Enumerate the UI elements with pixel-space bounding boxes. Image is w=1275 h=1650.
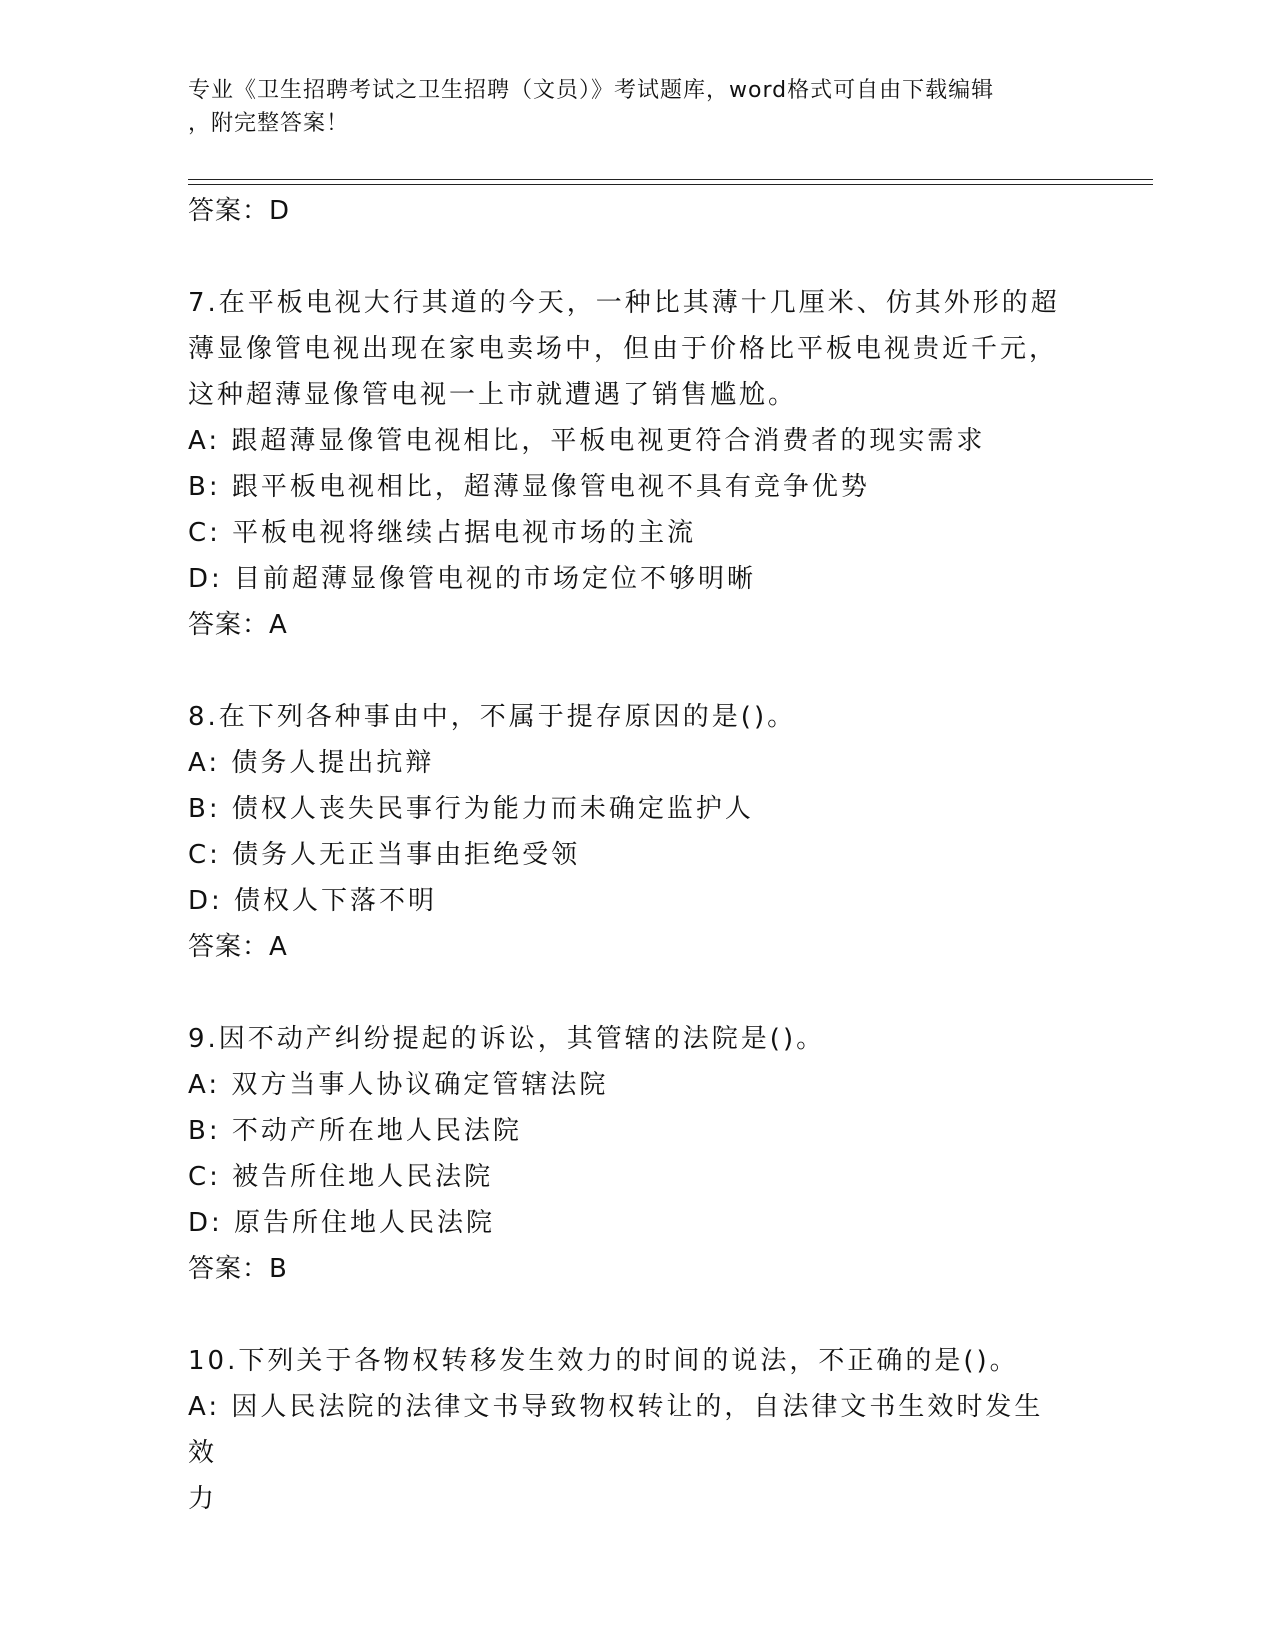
option-b: B: 不动产所在地人民法院 bbox=[188, 1116, 522, 1146]
question-stem: 8.在下列各种事由中，不属于提存原因的是()。 bbox=[188, 702, 797, 732]
question-stem: 10.下列关于各物权转移发生效力的时间的说法，不正确的是()。 bbox=[188, 1346, 1019, 1376]
option-d: D: 原告所住地人民法院 bbox=[188, 1208, 496, 1238]
question-stem: 薄显像管电视出现在家电卖场中，但由于价格比平板电视贵近千元， bbox=[188, 334, 1059, 364]
option-b: B: 债权人丧失民事行为能力而未确定监护人 bbox=[188, 794, 754, 824]
answer-line: 答案：A bbox=[188, 610, 288, 640]
question-block bbox=[188, 280, 1068, 648]
question-stem: 7.在平板电视大行其道的今天，一种比其薄十几厘米、仿其外形的超 bbox=[188, 288, 1060, 318]
question-block bbox=[188, 694, 1068, 970]
document-header bbox=[188, 74, 1068, 140]
question-block bbox=[188, 1338, 1068, 1522]
answer-line: 答案：D bbox=[188, 196, 291, 226]
option-b: B: 跟平板电视相比，超薄显像管电视不具有竞争优势 bbox=[188, 472, 870, 502]
question-block bbox=[188, 1016, 1068, 1292]
option-c: C: 债务人无正当事由拒绝受领 bbox=[188, 840, 581, 870]
option-a: A: 因人民法院的法律文书导致物权转让的，自法律文书生效时发生效 bbox=[188, 1392, 1044, 1468]
option-a: A: 跟超薄显像管电视相比，平板电视更符合消费者的现实需求 bbox=[188, 426, 986, 456]
option-a: A: 双方当事人协议确定管辖法院 bbox=[188, 1070, 609, 1100]
header-line-2: ，附完整答案！ bbox=[188, 111, 350, 136]
option-c: C: 被告所住地人民法院 bbox=[188, 1162, 494, 1192]
option-c: C: 平板电视将继续占据电视市场的主流 bbox=[188, 518, 697, 548]
document-body bbox=[188, 188, 1068, 1522]
answer-line: 答案：B bbox=[188, 1254, 288, 1284]
option-a: A: 债务人提出抗辩 bbox=[188, 748, 435, 778]
answer-line: 答案：A bbox=[188, 932, 288, 962]
header-divider bbox=[188, 184, 1153, 185]
header-divider bbox=[188, 179, 1153, 180]
header-line-1: 专业《卫生招聘考试之卫生招聘（文员）》考试题库，word格式可自由下载编辑 bbox=[188, 78, 995, 103]
option-a-continued: 力 bbox=[188, 1484, 218, 1514]
question-stem: 这种超薄显像管电视一上市就遭遇了销售尴尬。 bbox=[188, 380, 798, 410]
question-stem: 9.因不动产纠纷提起的诉讼，其管辖的法院是()。 bbox=[188, 1024, 826, 1054]
option-d: D: 债权人下落不明 bbox=[188, 886, 438, 916]
option-d: D: 目前超薄显像管电视的市场定位不够明晰 bbox=[188, 564, 757, 594]
